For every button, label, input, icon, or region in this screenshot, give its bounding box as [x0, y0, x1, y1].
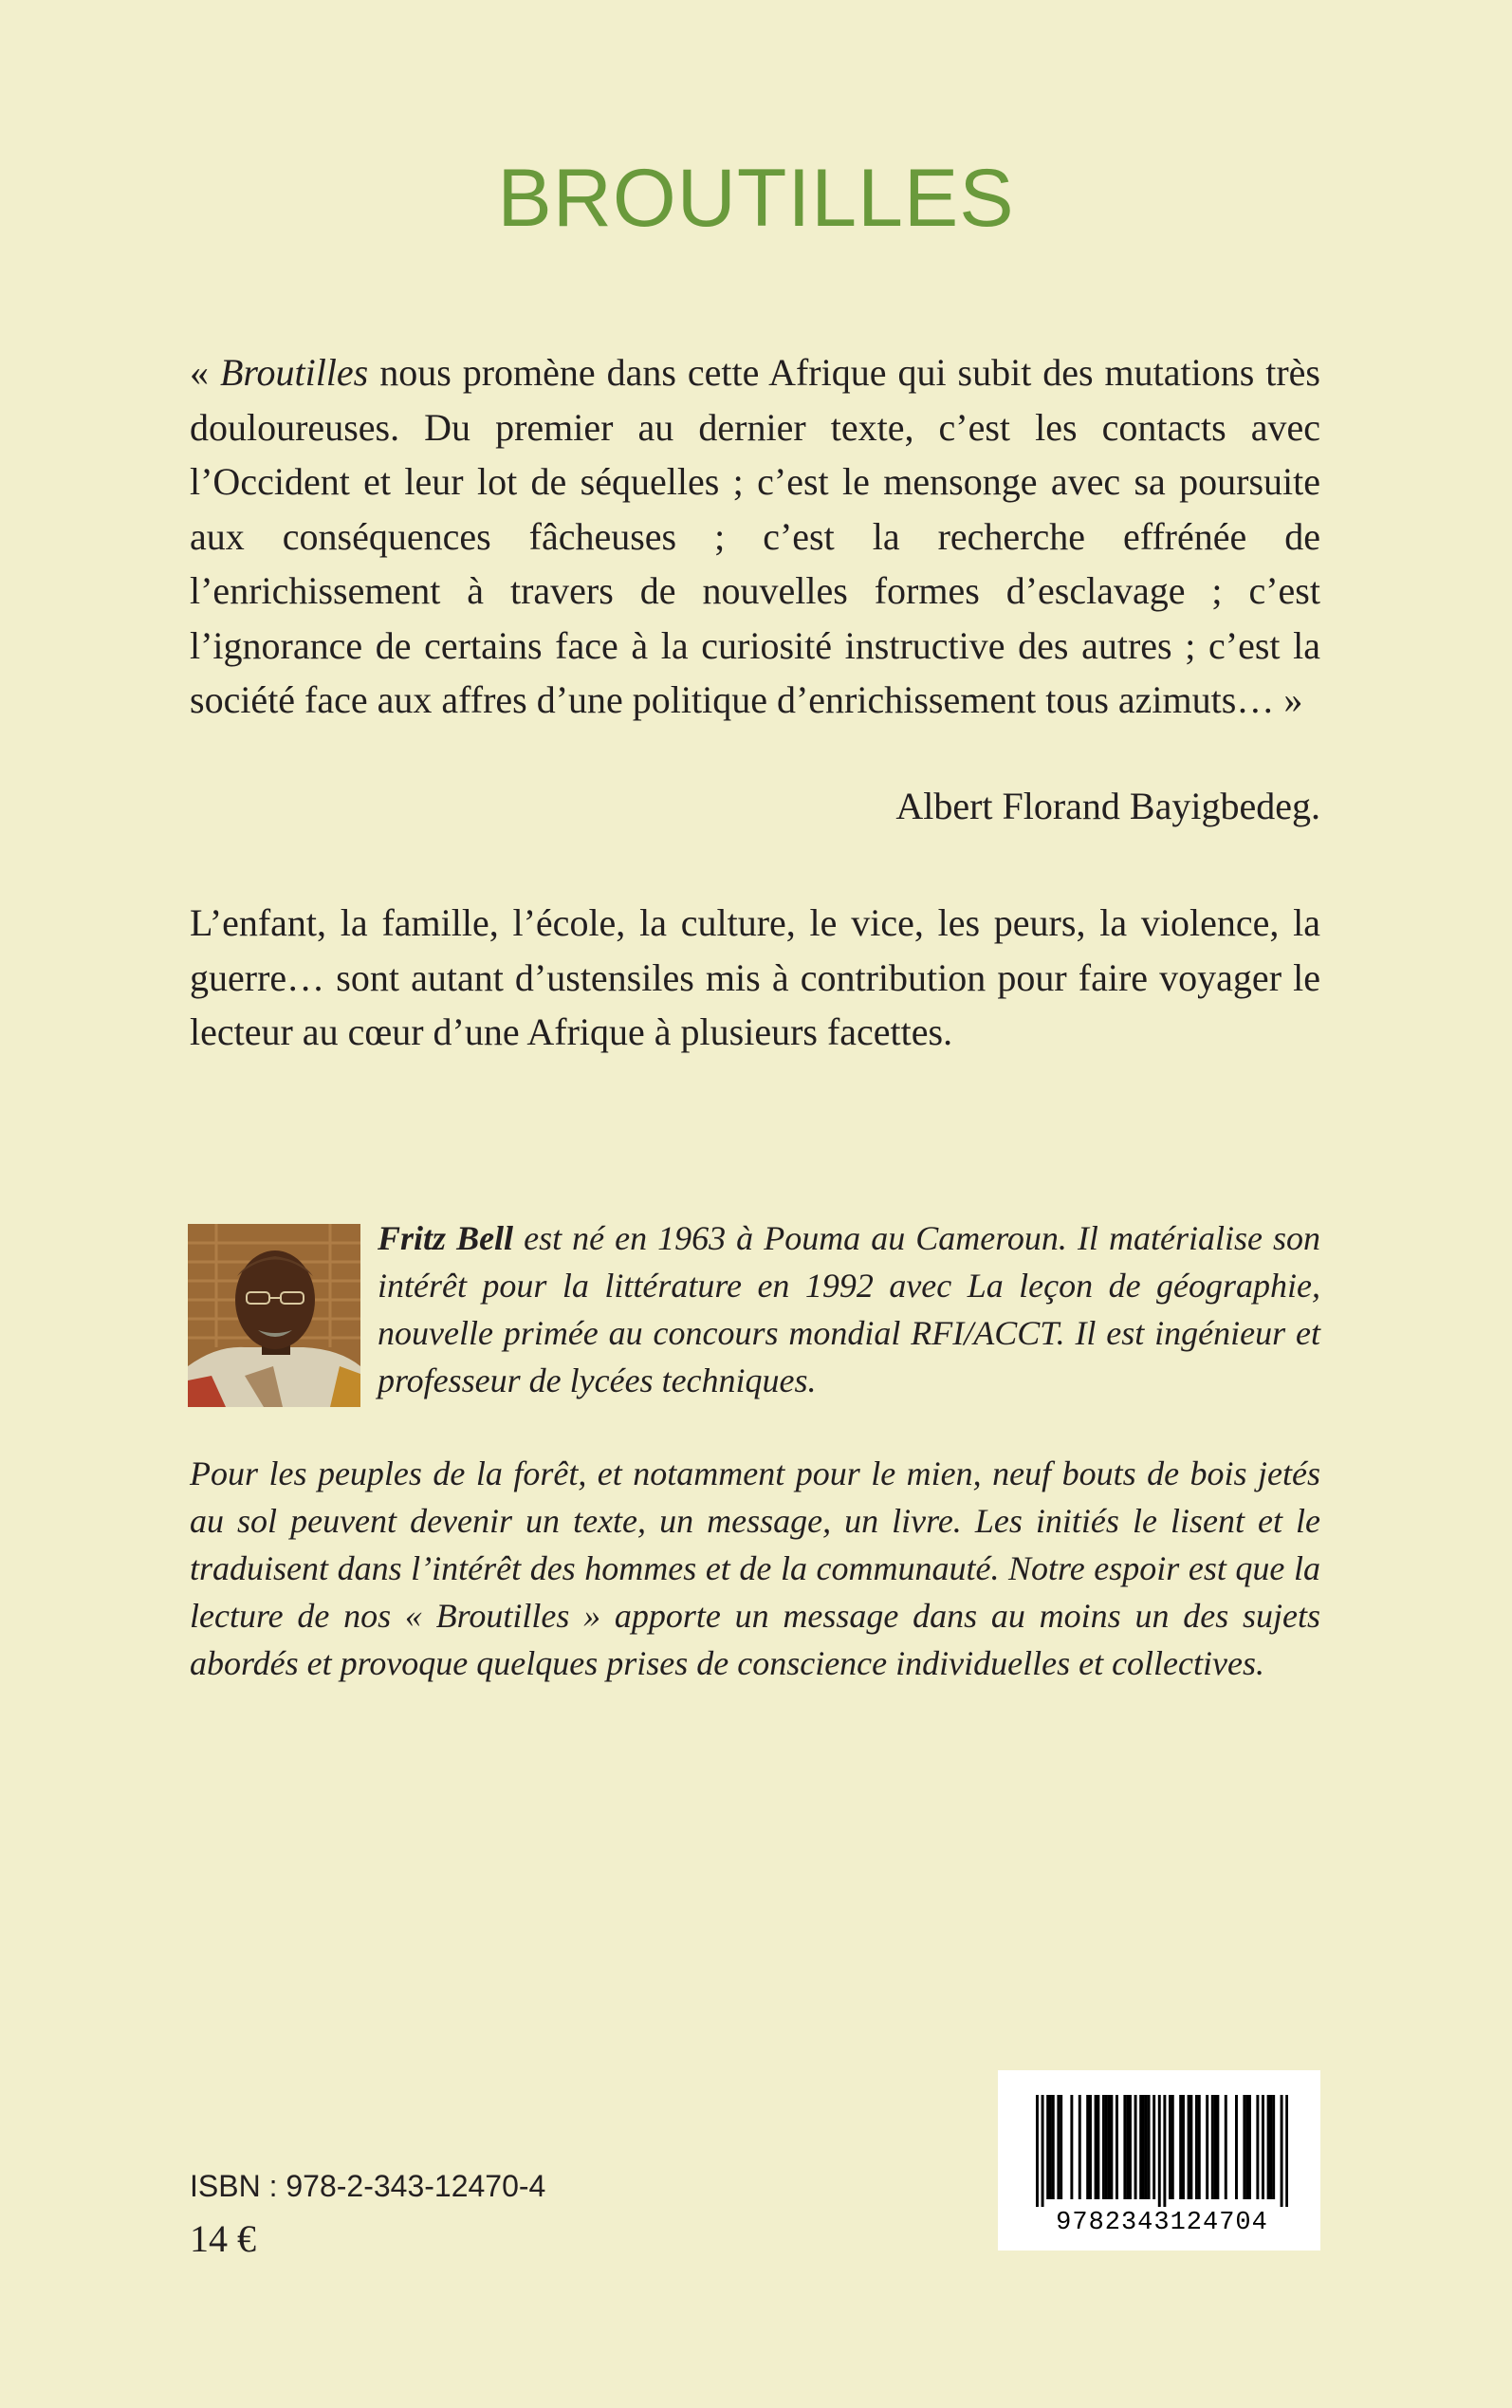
barcode-bar: [1281, 2095, 1283, 2207]
barcode-bar: [1046, 2095, 1049, 2199]
author-bio-text: est né en 1963 à Pouma au Cameroun. Il matérialise son intérêt pour la littérature en 1992 avec La leçon de géographie, nouvelle primée au concours mondial RFI/ACCT. Il est ingénieur et professeur de lycées techniques.: [378, 1219, 1320, 1399]
author-statement: Pour les peuples de la forêt, et notamment pour le mien, neuf bouts de bois jetés au sol peuvent devenir un texte, un message, un livre. Les initiés le lisent et le traduisent dans l’intérêt des hommes et de la communauté. Notre espoir est que la lecture de nos « Broutilles » apporte un message dans au moins un des sujets abordés et provoque quelques prises de conscience individuelles et collectives.: [190, 1454, 1320, 1682]
author-bio: [378, 1214, 1320, 1404]
barcode-bar: [1182, 2095, 1185, 2199]
barcode-number: 9782343124704: [1056, 2209, 1268, 2237]
barcode-bar: [1142, 2095, 1145, 2199]
barcode-bar: [1198, 2095, 1201, 2199]
barcode-bar: [1049, 2095, 1052, 2199]
barcode-bar: [1206, 2095, 1208, 2199]
barcode-bar: [1116, 2095, 1118, 2199]
barcode-bar: [1052, 2095, 1055, 2199]
barcode-bar: [1036, 2095, 1039, 2207]
barcode-bar: [1245, 2095, 1248, 2199]
price: 14 €: [190, 2217, 256, 2260]
barcode-bar: [1097, 2095, 1099, 2199]
quote-open-mark: «: [190, 351, 220, 394]
barcode-bar: [1285, 2095, 1288, 2207]
barcode-bar: [1070, 2095, 1073, 2199]
quote-title-italic: Broutilles: [219, 351, 369, 394]
quote-attribution: Albert Florand Bayigbedeg.: [895, 785, 1320, 827]
barcode-bar: [1214, 2095, 1217, 2199]
barcode-bar: [1134, 2095, 1137, 2199]
barcode-bar: [1262, 2095, 1264, 2199]
barcode-bar: [1158, 2095, 1161, 2207]
isbn: ISBN : 978-2-343-12470-4: [190, 2169, 546, 2203]
author-photo: [188, 1224, 360, 1407]
barcode-bar: [1171, 2095, 1174, 2199]
review-quote: [190, 345, 1320, 728]
barcode-bar: [1272, 2095, 1275, 2199]
barcode-bar: [1108, 2095, 1111, 2199]
barcode-bar: [1256, 2095, 1259, 2199]
barcode-bar: [1269, 2095, 1272, 2199]
barcode-bar: [1145, 2095, 1148, 2199]
author-portrait-icon: [188, 1224, 360, 1407]
barcode-bar: [1216, 2095, 1219, 2199]
barcode-bar: [1129, 2095, 1132, 2199]
barcode-bar: [1148, 2095, 1151, 2199]
quote-text: nous promène dans cette Afrique qui subit des mutations très douloureuses. Du premier au dernier texte, c’est les contacts avec l’Occident et leur lot de séquelles ; c’est le mensonge avec sa poursuite aux conséquences fâcheuses ; c’est la recherche effrénée de l’enrichissement à travers de nouvelles formes d’esclavage ; c’est l’ignorance de certains face à la curiosité instructive des autres ; c’est la société face aux affres d’une politique d’enrichissement tous azimuts… »: [190, 351, 1320, 721]
barcode-bar: [1139, 2095, 1142, 2199]
barcode-bar: [1057, 2095, 1060, 2199]
barcode-bar: [1243, 2095, 1245, 2199]
author-name: Fritz Bell: [378, 1219, 514, 1257]
barcode-bar: [1079, 2095, 1081, 2199]
barcode: [998, 2070, 1320, 2251]
barcode-bar: [1105, 2095, 1108, 2199]
barcode-bar: [1195, 2095, 1198, 2199]
barcode-bar: [1042, 2095, 1044, 2207]
barcode-bar: [1248, 2095, 1251, 2199]
barcode-bar: [1267, 2095, 1270, 2199]
barcode-bar: [1152, 2095, 1155, 2199]
barcode-bar: [1188, 2095, 1190, 2199]
barcode-bar: [1179, 2095, 1182, 2199]
barcode-bar: [1163, 2095, 1166, 2207]
book-summary: L’enfant, la famille, l’école, la culture, le vice, les peurs, la violence, la guerre… sont autant d’ustensiles mis à contribution pour faire voyager le lecteur au cœur d’une Afrique à plusieurs facettes.: [190, 901, 1320, 1053]
barcode-bar: [1189, 2095, 1192, 2199]
barcode-bar: [1095, 2095, 1097, 2199]
barcode-bar: [1102, 2095, 1105, 2199]
book-title: BROUTILLES: [497, 153, 1015, 244]
barcode-bar: [1123, 2095, 1126, 2199]
barcode-bars: [1036, 2095, 1288, 2207]
barcode-bar: [1169, 2095, 1171, 2199]
barcode-bar: [1110, 2095, 1113, 2199]
barcode-bar: [1126, 2095, 1129, 2199]
barcode-bar: [1225, 2095, 1227, 2199]
barcode-bar: [1211, 2095, 1214, 2199]
barcode-bar: [1089, 2095, 1092, 2199]
barcode-bar: [1235, 2095, 1238, 2199]
barcode-bar: [1060, 2095, 1062, 2199]
barcode-bar: [1086, 2095, 1089, 2199]
